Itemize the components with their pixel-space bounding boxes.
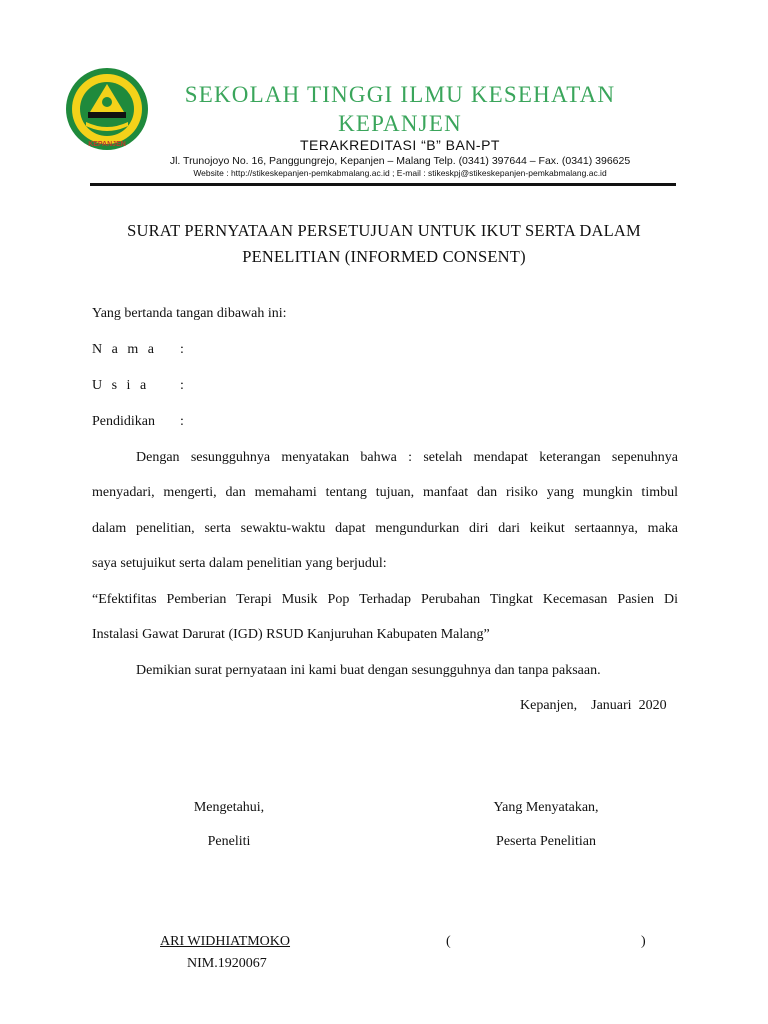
right-signature-heading: Yang Menyatakan, [493,800,599,815]
participant-signature-open-paren: ( [446,934,451,949]
participant-signature-close-paren: ) [641,934,646,949]
research-title-line: “Efektifitas Pemberian Terapi Musik Pop Terhadap Perubahan Tingkat Kecemasan Pasien Di [92,592,678,607]
right-signature-role: Peserta Penelitian [496,834,596,849]
paragraph-line: Dengan sesungguhnya menyatakan bahwa : setelah mendapat keterangan sepenuhnya [136,450,678,465]
address: Jl. Trunojoyo No. 16, Panggungrejo, Kepanjen – Malang Telp. (0341) 397644 – Fax. (0341) 396625 [169,155,631,167]
field-label-nama: N a m a [92,342,157,357]
header-divider [90,183,676,186]
place-date: Kepanjen, Januari 2020 [520,698,667,713]
left-signature-role: Peneliti [207,834,251,849]
logo-text: KEPANJEN [88,141,126,148]
field-colon-pendidikan: : [180,414,184,429]
left-signature-heading: Mengetahui, [193,800,265,815]
researcher-name: ARI WIDHIATMOKO [160,934,291,949]
title-line2: PENELITIAN (INFORMED CONSENT) [242,247,526,266]
field-label-usia: U s i a [92,378,150,393]
intro-text: Yang bertanda tangan dibawah ini: [92,306,287,321]
institution-name-line2: KEPANJEN [338,111,462,136]
research-title-line: Instalasi Gawat Darurat (IGD) RSUD Kanjuruhan Kabupaten Malang” [92,627,490,642]
field-label-pendidikan: Pendidikan [92,414,155,429]
institution-name-line1: SEKOLAH TINGGI ILMU KESEHATAN [184,82,616,107]
paragraph-line: dalam penelitian, serta sewaktu-waktu dapat mengundurkan diri dari keikut sertaannya, maka [92,521,678,536]
accreditation: TERAKREDITASI “B” BAN-PT [300,137,500,153]
paragraph-line: saya setujuikut serta dalam penelitian yang berjudul: [92,556,387,571]
document-title [88,218,680,270]
institution-name [150,80,650,138]
website-email: Website : http://stikeskepanjen-pemkabmalang.ac.id ; E-mail : stikeskpj@stikeskepanjen-pemkabmalang.ac.id [193,168,607,178]
closing-statement: Demikian surat pernyataan ini kami buat dengan sesungguhnya dan tanpa paksaan. [136,663,601,678]
field-colon-nama: : [180,342,184,357]
paragraph-line: menyadari, mengerti, dan memahami tentang tujuan, manfaat dan risiko yang mungkin timbul [92,485,678,500]
field-colon-usia: : [180,378,184,393]
researcher-nim: NIM.1920067 [187,956,267,971]
institution-logo [64,66,150,152]
title-line1: SURAT PERNYATAAN PERSETUJUAN UNTUK IKUT SERTA DALAM [127,221,641,240]
